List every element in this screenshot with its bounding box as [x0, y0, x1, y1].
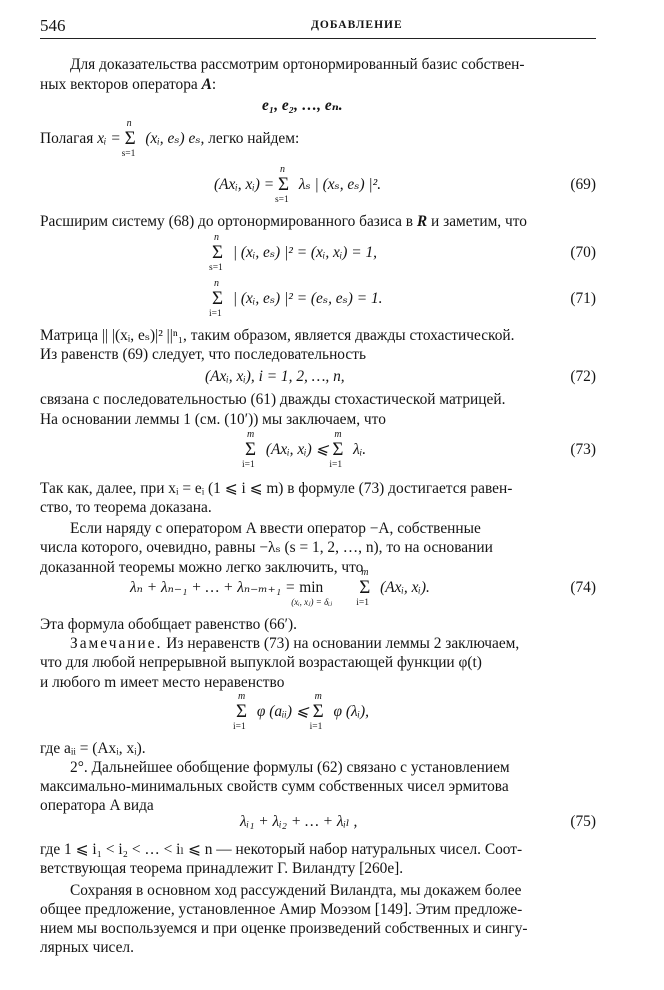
- formula-71: n Σ i=1 | (xᵢ, eₛ) |² = (eₛ, eₛ) = 1.: [209, 278, 383, 320]
- text-line: Расширим систему (68) до ортонормированного базиса в R и заметим, что: [40, 213, 527, 230]
- formula-basis: e₁, e₂, …, eₙ.: [262, 97, 343, 114]
- text-line: Так как, далее, при xᵢ = eᵢ (1 ⩽ i ⩽ m) в формуле (73) достигается равен-: [40, 480, 513, 497]
- text-line: нием мы воспользуемся и при оценке произведений собственных и сингу-: [40, 920, 528, 937]
- text-line: 2°. Дальнейшее обобщение формулы (62) связано с установлением: [70, 759, 510, 776]
- text-line: Сохраняя в основном ход рассуждений Виландта, мы докажем более: [70, 882, 522, 899]
- text-line: Эта формула обобщает равенство (66′).: [40, 616, 298, 633]
- text-line: связана с последовательностью (61) дважды стохастической матрицей.: [40, 391, 506, 408]
- text-line: оператора A вида: [40, 797, 154, 814]
- formula-73: m Σ i=1 (Axᵢ, xᵢ) ⩽ m Σ i=1 λᵢ.: [242, 429, 367, 471]
- page-header: [40, 16, 596, 39]
- equation-number-72: (72): [570, 368, 596, 385]
- text-line: Полагая xᵢ = n Σ s=1 (xᵢ, eₛ) eₛ, легко найдем:: [40, 118, 300, 160]
- text-line: Если наряду с оператором A ввести оператор −A, собственные: [70, 520, 481, 537]
- text-line: ство, то теорема доказана.: [40, 499, 212, 516]
- formula-75: λᵢ₁ + λᵢ₂ + … + λᵢₗ ,: [240, 813, 358, 830]
- formula-phi-inequality: m Σ i=1 φ (aᵢᵢ) ⩽ m Σ i=1 φ (λᵢ),: [233, 691, 370, 733]
- text-line: максимально-минимальных свойств сумм собственных чисел эрмитова: [40, 778, 509, 795]
- formula-70: n Σ s=1 | (xᵢ, eₛ) |² = (xᵢ, xᵢ) = 1,: [209, 232, 378, 274]
- equation-number-75: (75): [570, 813, 596, 830]
- equation-number-71: (71): [570, 290, 596, 307]
- text-line: и любого m имеет место неравенство: [40, 674, 285, 691]
- equation-number-73: (73): [570, 441, 596, 458]
- equation-number-74: (74): [570, 579, 596, 596]
- text-line: На основании леммы 1 (см. (10′)) мы заключаем, что: [40, 411, 386, 428]
- formula-74: λₙ + λₙ₋₁ + … + λₙ₋ₘ₊₁ = min (xᵢ, xⱼ) = δᵢⱼ m Σ i=1 (Axᵢ, xᵢ).: [130, 567, 430, 609]
- text-line: Из равенств (69) следует, что последовательность: [40, 346, 366, 363]
- page-number: 546: [40, 16, 66, 35]
- text-line: Матрица || |(xᵢ, eₛ)|² ||ⁿ₁, таким образом, является дважды стохастической.: [40, 327, 515, 344]
- text-line: лярных чисел.: [40, 939, 134, 956]
- text-line: числа которого, очевидно, равны −λₛ (s = 1, 2, …, n), то на основании: [40, 539, 493, 556]
- equation-number-70: (70): [570, 244, 596, 261]
- text-line: Для доказательства рассмотрим ортонормированный базис собствен-: [70, 56, 525, 73]
- text-line: ветствующая теорема принадлежит Г. Виландту [260е].: [40, 860, 404, 877]
- formula-69: (Axᵢ, xᵢ) = n Σ s=1 λₛ | (xₛ, eₛ) |².: [214, 164, 382, 206]
- text-line: где aᵢᵢ = (Axᵢ, xᵢ).: [40, 740, 146, 757]
- text-line: что для любой непрерывной выпуклой возрастающей функции φ(t): [40, 654, 482, 671]
- running-head: ДОБАВЛЕНИЕ: [311, 19, 403, 31]
- text-line: где 1 ⩽ i₁ < i₂ < … < iₗ ⩽ n — некоторый набор натуральных чисел. Соот-: [40, 841, 523, 858]
- text-line: общее предложение, установленное Амир Моэзом [149]. Этим предложе-: [40, 901, 523, 918]
- text-line: доказанной теоремы можно легко заключить, что: [40, 559, 364, 576]
- text-line: Замечание. Из неравенств (73) на основании леммы 2 заключаем,: [70, 635, 520, 652]
- equation-number-69: (69): [570, 176, 596, 193]
- formula-72: (Axᵢ, xᵢ), i = 1, 2, …, n,: [205, 368, 345, 385]
- text-line: ных векторов оператора A:: [40, 76, 217, 93]
